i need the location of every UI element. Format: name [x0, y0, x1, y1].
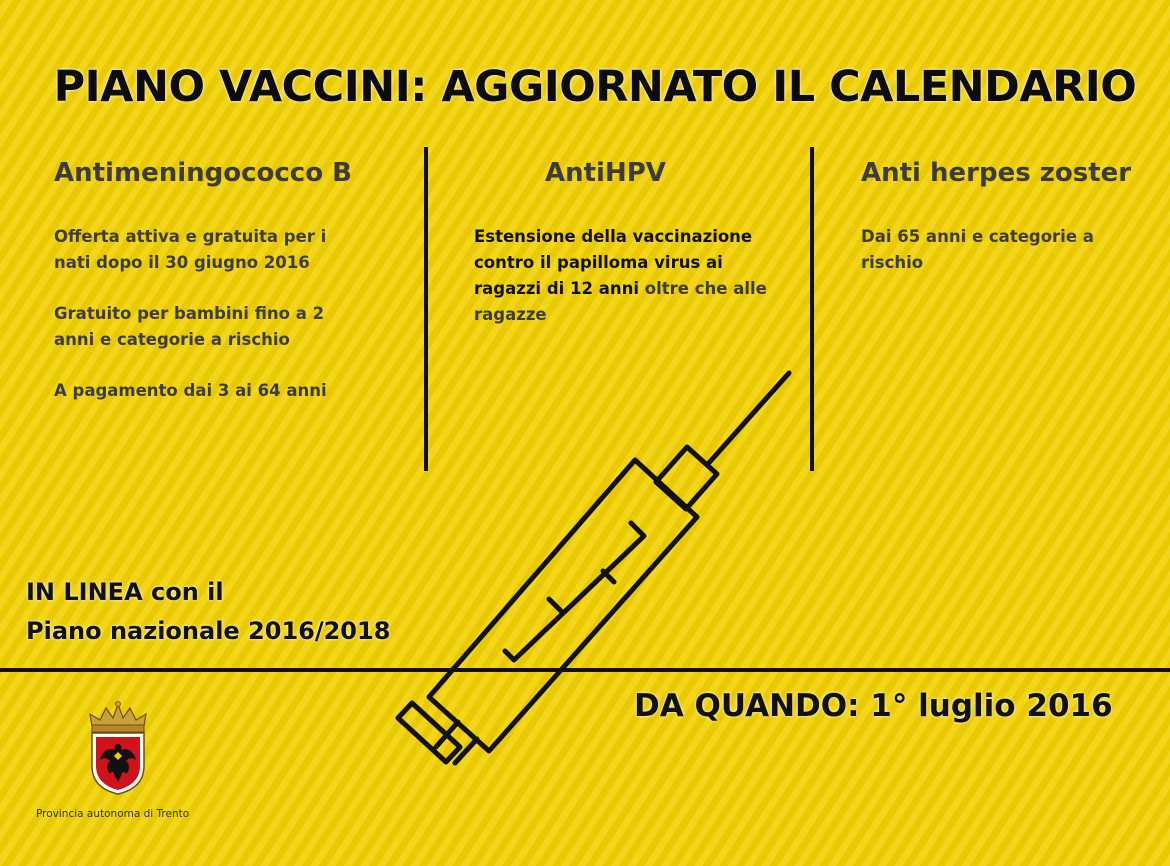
- text-line: ragazzi di 12 anni: [474, 279, 640, 298]
- text-line: anni e categorie a rischio: [54, 330, 290, 349]
- paragraph-gratuito: [54, 301, 384, 353]
- text-line: Offerta attiva e gratuita per i: [54, 227, 327, 246]
- paragraph-estensione: [474, 224, 804, 328]
- text-line: oltre che alle: [644, 279, 767, 298]
- text-line: ragazze: [474, 305, 547, 324]
- paragraph-offerta: [54, 224, 384, 276]
- trento-coat-of-arms-icon: [86, 700, 150, 798]
- paragraph-pagamento: [54, 378, 384, 404]
- heading-antimeningococco-b: Antimeningococco B: [54, 158, 352, 188]
- text-line: Estensione della vaccinazione: [474, 227, 753, 246]
- text-line: Piano nazionale 2016/2018: [26, 617, 391, 645]
- text-line: nati dopo il 30 giugno 2016: [54, 253, 310, 272]
- column-antihpv-body: [474, 224, 804, 328]
- text-line: Gratuito per bambini fino a 2: [54, 304, 325, 323]
- heading-anti-herpes-zoster: Anti herpes zoster: [861, 158, 1132, 188]
- text-line: rischio: [861, 253, 924, 272]
- logo-caption: Provincia autonoma di Trento: [36, 808, 190, 820]
- text-line: Dai 65 anni e categorie a: [861, 227, 1094, 246]
- start-date-text: DA QUANDO: 1° luglio 2016: [634, 688, 1113, 724]
- paragraph-65-anni: [861, 224, 1161, 276]
- in-linea-note: [26, 573, 390, 651]
- text-line: contro il papilloma virus ai: [474, 253, 723, 272]
- column-antimeningococco-b-body: [54, 224, 384, 404]
- column-divider: [810, 147, 814, 471]
- heading-antihpv: AntiHPV: [545, 158, 666, 188]
- column-herpes-body: [861, 224, 1161, 276]
- text-line: IN LINEA con il: [26, 578, 224, 606]
- text-line: A pagamento dai 3 ai 64 anni: [54, 381, 327, 400]
- page-title: PIANO VACCINI: AGGIORNATO IL CALENDARIO: [53, 62, 1137, 112]
